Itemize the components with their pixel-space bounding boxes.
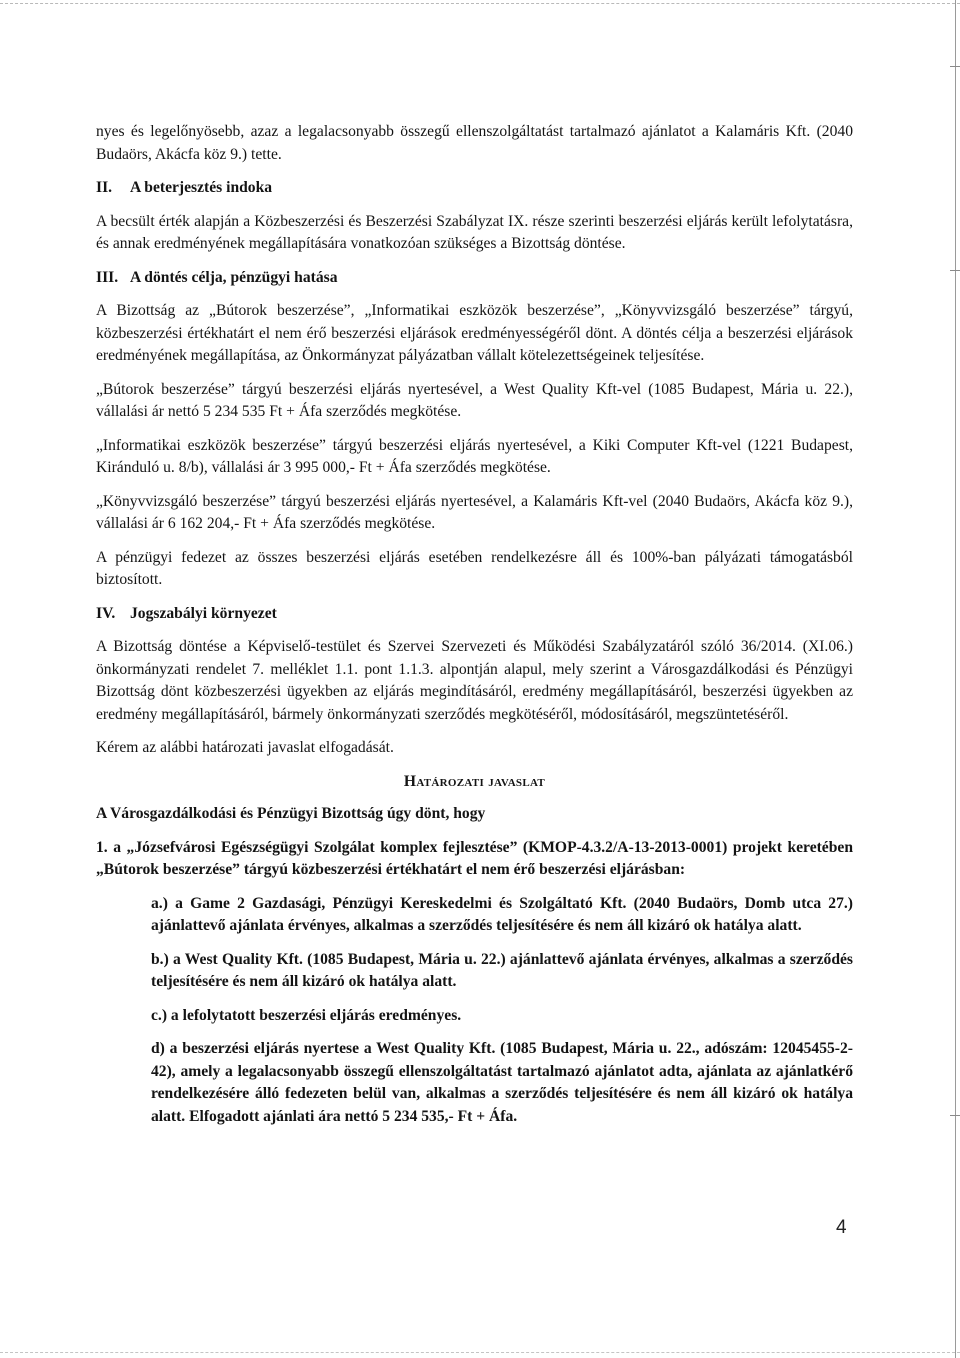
section-3-paragraph-4: „Könyvvizsgáló beszerzése” tárgyú beszerzési eljárás nyertesével, a Kalamáris Kft-vel (2040 Budaörs, Akácfa köz 9.), vállalási ár 6 162 204,- Ft + Áfa szerződés megkötése.	[96, 492, 853, 532]
section-3-paragraph-3: „Informatikai eszközök beszerzése” tárgyú beszerzési eljárás nyertesével, a Kiki Computer Kft-vel (1221 Budapest, Kiránduló u. 8/b), vállalási ár 3 995 000,- Ft + Áfa szerződés megkötése.	[96, 436, 853, 476]
scan-edge-mark	[950, 270, 960, 271]
section-2-text: A becsült érték alapján a Közbeszerzési és Beszerzési Szabályzat IX. része szerinti beszerzési eljárás került lefolytatásra, és annak eredményének megállapítására vonatkozóan szükséges a Bizottság döntése.	[96, 212, 853, 252]
section-2-title: A beterjesztés indoka	[130, 179, 273, 196]
resolution-item-b: b.) a West Quality Kft. (1085 Budapest, Mária u. 22.) ajánlattevő ajánlata érvényes, alkalmas a szerződés teljesítésére és nem áll kizáró ok hatálya alatt.	[151, 950, 853, 990]
section-4-title: Jogszabályi környezet	[130, 604, 277, 622]
page-number: 4	[836, 1217, 847, 1238]
resolution-committee: A Városgazdálkodási és Pénzügyi Bizottság úgy dönt, hogy	[96, 805, 486, 822]
section-3-title: A döntés célja, pénzügyi hatása	[130, 268, 338, 286]
resolution-item-1: 1. a „Józsefvárosi Egészségügyi Szolgálat komplex fejlesztése” (KMOP-4.3.2/A-13-2013-0001) projekt keretében „Bútorok beszerzése” tárgyú közbeszerzési értékhatárt el nem érő beszerzési eljárásban:	[96, 838, 853, 878]
section-3-paragraph-1: A Bizottság az „Bútorok beszerzése”, „Informatikai eszközök beszerzése”, „Könyvvizsgáló beszerzése” tárgyú, közbeszerzési értékhatárt el nem érő beszerzési eljárások eredményességéről dönt. A döntés célja a beszerzési eljárások eredményének megállapítása, az Önkormányzat pályázatban vállalt kötelezettségeinek teljesítése.	[96, 302, 853, 364]
resolution-item-a: a.) a Game 2 Gazdasági, Pénzügyi Kereskedelmi és Szolgáltató Kft. (2040 Budaörs, Domb utca 27.) ajánlattevő ajánlata érvényes, alkalmas a szerződés teljesítésére és nem áll kizáró ok hatálya alatt.	[151, 894, 853, 934]
section-3-number: III.	[96, 268, 119, 286]
section-2-heading	[96, 177, 853, 200]
resolution-title: Határozati javaslat	[403, 772, 546, 790]
intro-paragraph: nyes és legelőnyösebb, azaz a legalacsonyabb összegű ellenszolgáltatást tartalmazó ajánlatot a Kalamáris Kft. (2040 Budaörs, Akácfa köz 9.) tette.	[96, 123, 853, 163]
section-4-heading	[96, 603, 853, 626]
scan-top-edge	[0, 3, 960, 4]
section-3-paragraph-5: A pénzügyi fedezet az összes beszerzési eljárás esetében rendelkezésre áll és 100%-ban pályázati támogatásból biztosított.	[96, 548, 853, 588]
section-2-number: II.	[96, 179, 113, 196]
section-4-paragraph-1: A Bizottság döntése a Képviselő-testület és Szervei Szervezeti és Működési Szabályzatáról szóló 36/2014. (XI.06.) önkormányzati rendelet 7. melléklet 1.1. pont 1.1.3. alpontján alapul, mely szerint a Városgazdálkodási és Pénzügyi Bizottság dönt közbeszerzési ügyekben az eljárás megindításáról, eredmény megállapításáról, beszerzési ügyekben az eredmény megállapításáról, bármely önkormányzati szerződés megkötéséről, módosításáról, megszüntetéséről.	[96, 638, 853, 723]
scan-edge-mark	[950, 1115, 960, 1116]
scan-edge-mark	[950, 66, 960, 67]
scan-bottom-edge	[0, 1352, 960, 1353]
section-3-paragraph-2: „Bútorok beszerzése” tárgyú beszerzési eljárás nyertesével, a West Quality Kft-vel (1085 Budapest, Mária u. 22.), vállalási ár nettó 5 234 535 Ft + Áfa szerződés megkötése.	[96, 380, 853, 420]
section-4-paragraph-2: Kérem az alábbi határozati javaslat elfogadását.	[96, 739, 394, 756]
resolution-item-c: c.) a lefolytatott beszerzési eljárás eredményes.	[151, 1006, 462, 1024]
section-4-number: IV.	[96, 604, 116, 622]
resolution-item-d: d) a beszerzési eljárás nyertese a West Quality Kft. (1085 Budapest, Mária u. 22., adószám: 12045455-2-42), amely a legalacsonyabb összegű ellenszolgáltatást tartalmazó ajánlatot adta, ajánlata az ajánlatkérő rendelkezésére álló fedezeten belül van, alkalmas a szerződés teljesítésére és nem áll kizáró ok hatálya alatt. Elfogadott ajánlati ára nettó 5 234 535,- Ft + Áfa.	[151, 1040, 853, 1125]
scan-right-edge	[955, 0, 956, 1358]
section-3-heading	[96, 267, 853, 290]
document-body	[96, 121, 853, 1128]
